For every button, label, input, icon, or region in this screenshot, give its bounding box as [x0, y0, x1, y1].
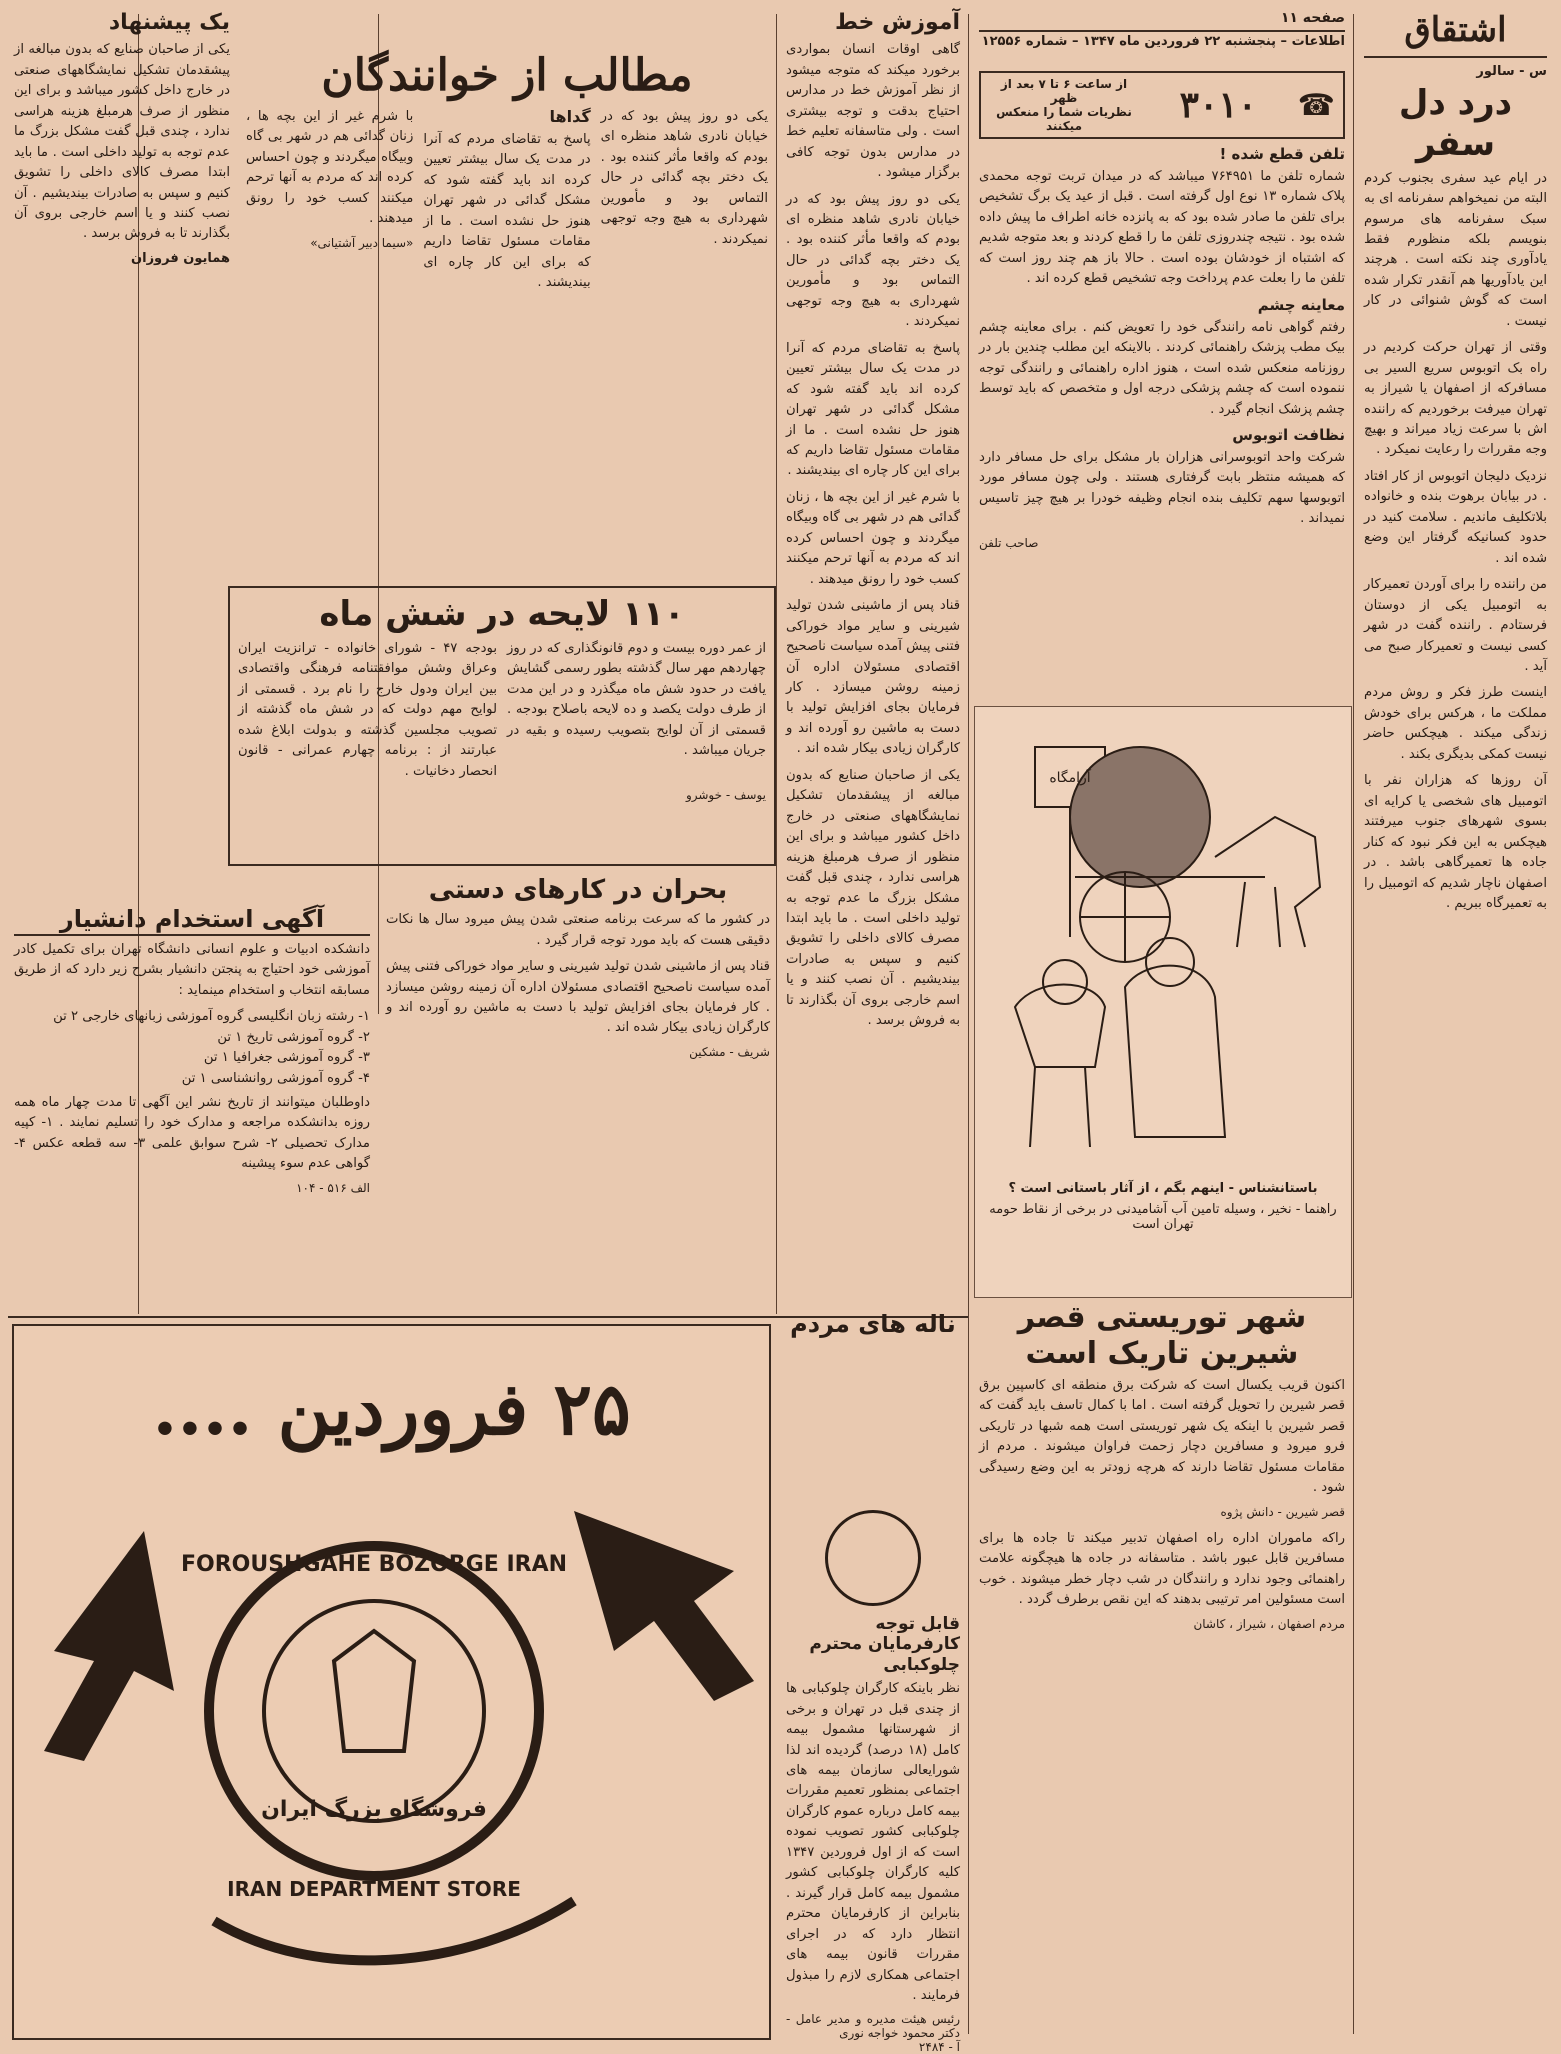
department-store-ad [12, 1324, 771, 2040]
body: با شرم غیر از این بچه ها ، زنان گدائی هم در شهر بی گاه وبیگاه میگردند و چون احساس کرده اند که مردم به آنها ترحم میکنند کسب خود را رونق میدهند . [786, 489, 960, 587]
body: نظر باینکه کارگران چلوکبابی ها از چندی قبل در تهران و برخی از شهرستانها مشمول بیمه کامل (۱۸ درصد) گردیده اند لذا شورایعالی سازمان بیمه های اجتماعی بمنظور تعمیم مقررات بیمه کامل درباره عموم کارگران چلوکبابی کشور تصویب نموده است که از اول فروردین ۱۳۴۷ کلیه کارگران چلوکبابی کشور مشمول بیمه کامل قرار گیرند . بنابراین از کارفرمایان محترم انتظار دارد که در اجرای مقررات قانون بیمه های اجتماعی همکاری لازم را مبذول فرمایند . [786, 1681, 960, 2003]
item-title: تلفن قطع شده ! [1219, 145, 1345, 163]
cartoon-sign: آرامگاه [1049, 770, 1091, 786]
headline: ۱۱۰ لایحه در شش ماه [319, 594, 685, 634]
headline: آموزش خط [834, 10, 960, 35]
masthead: صفحه ۱۱ اطلاعات – پنجشنبه ۲۲ فروردین ماه ۱۳۴۷ – شماره ۱۲۵۵۶ [973, 6, 1351, 56]
phone-column [973, 61, 1351, 701]
phone-icon: ☎ [1297, 87, 1335, 123]
insurance-emblem [825, 1510, 921, 1606]
paragraph: آن روزها که هزاران نفر با اتومبیل های شخصی یا کرایه ای بسوی شهرهای جنوب میرفتند هیچکس به این فکر نبود که کنار جاده ها تعمیرگاهی باشد . در اصفهان ناچار شدیم که اتومبیل را به تعمیرگاه ببریم . [1364, 773, 1547, 911]
suggestion-column [8, 6, 236, 896]
cartoon-illustration [975, 707, 1351, 1177]
paragraph: وقتی از تهران حرکت کردیم در راه بک اتوبوس سریع السیر بی مسافرکه از اصفهان یا شیراز به تهران میرفت برخوردیم که راننده اش با سرعت زیاد میراند و بهیچ وجه مقررات را رعایت نمیکرد . [1364, 340, 1547, 458]
signature: «سیما دبیر آشتیانی» [310, 235, 414, 250]
conditions: داوطلبان میتوانند از تاریخ نشر این آگهی تا مدت چهار ماه همه روزه بدانشکده مراجعه و مدارک خود را تسلیم نمایند . ۱- کپیه مدارک تحصیلی ۲- شرح سوابق علمی ۳- سه قطعه عکس ۴- گواهی عدم سوء پیشینه [14, 1094, 370, 1172]
signature: قصر شیرین - دانش پژوه [1220, 1504, 1345, 1519]
signature: همایون فروزان [131, 250, 230, 266]
letter: با شرم غیر از این بچه ها ، زنان گدائی هم در شهر بی گاه وبیگاه میگردند و چون احساس کرده اند که مردم به آنها ترحم میکنند کسب خود را رونق میدهند . [246, 108, 414, 227]
body: پاسخ به تقاضای مردم که آنرا در مدت یک سال بیشتر تعیین کرده اند باید گفته شود که مشکل گدائی در شهر تهران هنوز حل نشده است . ما از مقامات مسئول تقاضا داریم که برای این کار چاره ای بیندیشند . [786, 340, 960, 479]
logo-text: ناله های مردم [790, 1310, 956, 1338]
signature: صاحب تلفن [979, 535, 1039, 550]
item-title: نظافت اتوبوس [1232, 425, 1345, 444]
author: س - سالور [1476, 64, 1547, 79]
publisher: اطلاعات [1291, 34, 1345, 49]
page-number: صفحه ۱۱ [1280, 10, 1345, 26]
item-text: شرکت واحد اتوبوسرانی هزاران بار مشکل برای حل مسافر دارد که همیشه منتظر بابت گرفتاری هستند . ولی چون مسافر مورد اتوبوسها سهم تکلیف بنده انجام وظیفه خودرا بر هیچ چیز تاسیس نمیداند . [979, 449, 1345, 527]
author: شریف - مشکین [689, 1044, 770, 1059]
body: بودجه ۴۷ - شورای خانواده - ترانزیت ایران وعراق وشش موافقتنامه فرهنگی واقتصادی بین ایران ودول خارج را نام برد . قسمتی از لوایح مهم دولت که در شش ماه گذشته از تصویب مجلسین گذشته و بدولت ابلاغ شده عبارتند از : برنامه چهارم عمرانی - قانون انحصار دخانیات . [238, 640, 497, 779]
phone-subtitle: نظریات شما را منعکس میکنند [996, 105, 1132, 133]
item-text: شماره تلفن ما ۷۶۴۹۵۱ میباشد که در میدان تربت توجه محمدی پلاک شماره ۱۳ نوع اول گرفته است . قبل از عید یک برگ تشخیص برای تلفن ما صادر شده بود که به پانزده خانه اطراف ما پیش داده شده بود . نتیجه چندروزی تلفن ما را قطع کردند و بعد متوجه شدیم که اشتباه از خودشان بوده است . حالا باز هم چند روز است که تلفن ما را بعلت عدم پرداخت وجه تشخیص قطع کرده اند . [979, 169, 1345, 287]
letter: یکی دو روز پیش بود که در خیابان نادری شاهد منظره ای بودم که واقعا مأثر کننده بود . یک دختر بچه گدائی در حال التماس بود و مأمورین شهرداری به هیچ وجه توجهی نمیکردند . [600, 108, 768, 247]
body: قناد پس از ماشینی شدن تولید شیرینی و سایر مواد خوراکی فتنی پیش آمده سیاست ناصحیح اقتصادی مسئولان اداره آن زمینه روشن میسازد . کار فرمایان بجای افزایش تولید با دست به ماشین رو آورده اند و کارگران زیادی بیکار شده اند . [386, 959, 770, 1036]
brand-farsi: فروشگاه بزرگ ایران [261, 1797, 487, 1822]
cartoon [974, 706, 1352, 1298]
list-item: ۴- گروه آموزشی روانشناسی ۱ تن [181, 1070, 370, 1086]
banner: مطالب از خوانندگان [321, 50, 693, 101]
brand-latin: FOROUSHGAHE BOZORGE IRAN [180, 1552, 568, 1577]
cartoon-caption: راهنما - نخیر ، وسیله تامین آب آشامیدنی در برخی از نقاط حومه تهران است [989, 1202, 1337, 1232]
headline: درد دل سفر [1398, 83, 1513, 164]
ad-emblem [209, 1546, 539, 1876]
body: یکی از صاحبان صنایع که بدون مبالغه از پیشقدمان تشکیل نمایشگاههای صنعتی در خارج داخل کشور میباشد و برای این منظور از صرف هرمبلغ هزینه هراسی ندارد ، چندی قبل گفت مشکل بزرگ ما عدم توجه به تولید داخلی است . ما باید ابتدا مصرف کالای داخلی را تشویق کنیم و سپس به صادرات بیندیشیم . آن نصب کنند و یا اسم خارجی بروی آن بگذارند تا به فروش برسد . [786, 767, 960, 1029]
paragraph: من راننده را برای آوردن تعمیرکار به اتومبیل یکی از دوستان فرستادم . راننده گفت در شهر کسی نیست و تعمیرکار صبح می آید . [1364, 577, 1547, 675]
letter-title: گداها [549, 106, 591, 126]
headline: شهر توریستی قصر شیرین تاریک است [1017, 1300, 1307, 1371]
headline: قابل توجه کارفرمایان محترم چلوکبابی [809, 1614, 960, 1675]
author: یوسف - خوشرو [685, 787, 766, 802]
body: یکی از صاحبان صنایع که بدون مبالغه از پیشقدمان تشکیل نمایشگاههای صنعتی در خارج داخل کشور میباشد و برای این منظور از صرف هرمبلغ هزینه هراسی ندارد ، چندی قبل گفت مشکل بزرگ ما عدم توجه به تولید داخلی است . ما باید ابتدا مصرف کالای داخلی را تشویق کنیم و سپس به صادرات بیندیشیم . آن نصب کنند و یا اسم خارجی بروی آن بگذارند تا به فروش برسد . [14, 42, 230, 242]
complaints-logo [780, 1306, 966, 1396]
handicraft-article [380, 871, 776, 1301]
cartoon-speech: باستانشناس - اینهم بگم ، از آثار باستانی است ؟ [1008, 1181, 1318, 1196]
date: پنجشنبه ۲۲ فروردین ماه ۱۳۴۷ [1082, 34, 1277, 49]
section-logo: اشتقاق [1404, 10, 1507, 50]
headline: یک پیشنهاد [108, 10, 230, 35]
body: اکنون قریب یکسال است که شرکت برق منطقه ای کاسپین برق قصر شیرین را تحویل گرفته است . اما با کمال تاسف باید گفت که قصر شیرین با اینکه یک شهر توریستی است همه شبها در تاریکی فرو میرود و مسافرین دچار زحمت فراوان میشوند . مردم از مقامات مسئول تقاضا دارند که هرچه زودتر به این وضع رسیدگی شود . [979, 1378, 1345, 1496]
phone-number: ۳۰۱۰ [1179, 84, 1257, 126]
signature: مردم اصفهان ، شیراز ، کاشان [1193, 1616, 1345, 1631]
body: یکی دو روز پیش بود که در خیابان نادری شاهد منظره ای بودم که واقعا مأثر کننده بود . یک دختر بچه گدائی در حال التماس بود و مأمورین شهرداری به هیچ وجه توجهی نمیکردند . [786, 191, 960, 330]
headline: بحران در کارهای دستی [428, 875, 728, 905]
body: راکه ماموران اداره راه اصفهان تدبیر میکند تا جاده ها برای مسافرین قابل عبور باشد . متاسفانه در جاده ها هیچگونه علامت راهنمائی وجود ندارد و رانندگان در شب دچار خطر میشوند . خوب است مسئولین امر ترتیبی بدهند که این نقص برطرف گردد . [979, 1530, 1345, 1608]
intro: دانشکده ادبیات و علوم انسانی دانشگاه تهران برای تکمیل کادر آموزشی خود احتیاج به پنجتن دانشیار بشرح زیر دارد که از طریق مسابقه انتخاب و استخدام مینماید : [14, 941, 370, 998]
issue: شماره ۱۲۵۵۶ [981, 34, 1068, 49]
item-title: معاینه چشم [1257, 295, 1345, 314]
list-item: ۳- گروه آموزشی جغرافیا ۱ تن [203, 1050, 370, 1066]
paragraph: نزدیک دلیجان اتوبوس از کار افتاد . در بیابان برهوت بنده و خانواده بلاتکلیف ماندیم . سلامت کنید در حدود کسانیکه گرفتار این وضع شده اند . [1364, 468, 1547, 566]
intro: در کشور ما که سرعت برنامه صنعتی شدن پیش میرود سال ها نکات دقیقی هست که باید مورد توجه قرار گیرد . [386, 912, 770, 948]
body: از عمر دوره بیست و دوم قانونگذاری که در روز چهاردهم مهر سال گذشته بطور رسمی گشایش یافت در حدود شش ماه میگذرد و در این مدت از طرف دولت یکصد و ده لایحه باصلاح بودجه . قسمتی از آن لوایح بتصویب رسیده و بقیه در جریان میباشد . [507, 640, 766, 759]
paragraph: در ایام عید سفری بجنوب کردم البته من نمیخواهم سفرنامه ای به سبک سفرنامه های مرسوم بنویسم بلکه منظورم فقط یادآوری چند نکته است . هرچند این یادآوریها هم آنقدر تکرار شده است که گوش شنوائی در کار نیست . [1364, 170, 1547, 329]
brand-english: IRAN DEPARTMENT STORE [227, 1877, 521, 1901]
item-text: رفتم گواهی نامه رانندگی خود را تعویض کنم . برای معاینه چشم بیک مطب پزشک راهنمائی کردند . بالاینکه این مطلب چندین بار در روزنامه منعکس شده است ، هنوز اداره راهنمائی و رانندگی توجه ننموده است که چشم پزشکی درجه اول و متخصص که باید توسط چشم پزشک انجام گیرد . [979, 319, 1345, 417]
employment-ad [8, 901, 376, 1306]
list-item: ۱- رشته زبان انگلیسی گروه آموزشی زبانهای خارجی ۲ تن [53, 1009, 370, 1025]
body: گاهی اوقات انسان بمواردی برخورد میکند که متوجه میشود از نظر آموزش خط در مدارس احتیاج بدقت و توجه بیشتری است . ولی متاسفانه تعلیم خط در مدارس بدون توجه کافی برگزار میشود . [786, 42, 960, 181]
calligraphy-column [780, 6, 966, 1296]
column-rule [968, 14, 969, 2034]
kebab-notice [780, 1506, 966, 2054]
column-rule [1353, 14, 1354, 2034]
newspaper-page [8, 6, 1553, 2054]
letter: پاسخ به تقاضای مردم که آنرا در مدت یک سال بیشتر تعیین کرده اند باید گفته شود که مشکل گدائی در شهر تهران هنوز حل نشده است . ما از مقامات مسئول تقاضا داریم که برای این کار چاره ای بیندیشند . [423, 131, 591, 291]
signature: رئیس هیئت مدیره و مدیر عامل - دکتر محمود خواجه نوری [786, 2012, 960, 2041]
phone-header [979, 71, 1345, 139]
bills-box [228, 586, 776, 866]
ad-code: آ - ۲۴۸۴ [918, 2040, 960, 2054]
ad-date: ۲۵ فروردین .... [152, 1366, 631, 1451]
travel-column [1358, 6, 1553, 2036]
qasr-shirin-article [973, 1296, 1351, 1816]
body: قناد پس از ماشینی شدن تولید شیرینی و سایر مواد خوراکی فتنی پیش آمده سیاست ناصحیح اقتصادی مسئولان اداره آن زمینه روشن میسازد . کار فرمایان بجای افزایش تولید با دست به ماشین رو آورده اند و کارگران زیادی بیکار شده اند . [786, 598, 960, 757]
list-item: ۲- گروه آموزشی تاریخ ۱ تن [217, 1029, 370, 1045]
phone-hours: از ساعت ۶ تا ۷ بعد از ظهر [1000, 77, 1128, 105]
reader-letters [240, 46, 774, 576]
headline: آگهی استخدام دانشیار [14, 905, 370, 936]
paragraph: اینست طرز فکر و روش مردم مملکت ما ، هرکس برای خودش زندگی میکند . هیچکس حاضر نیست کمکی بدیگری بکند . [1364, 685, 1547, 762]
ad-code: الف ۵۱۶ - ۱۰۴ [296, 1180, 370, 1195]
ad-illustration [14, 1451, 769, 2011]
column-rule [776, 14, 777, 1314]
